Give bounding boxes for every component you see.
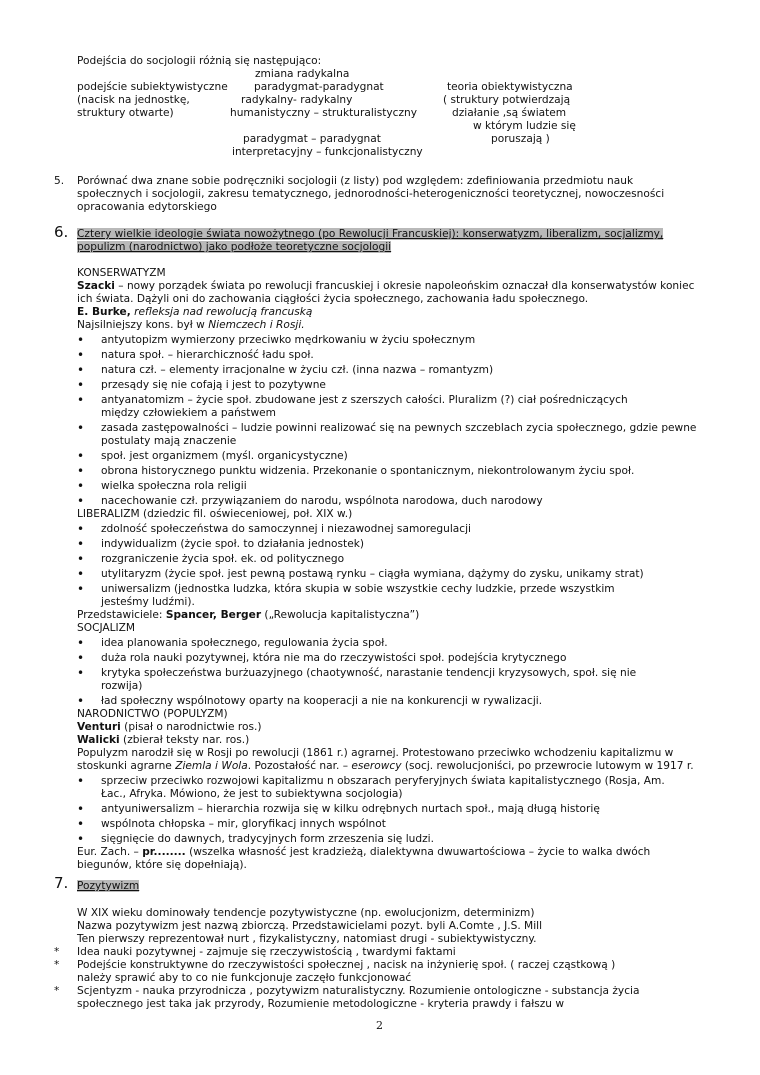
section6-heading-line2: populizm (narodnictwo) jako podłoże teoretyczne socjologii: [77, 241, 392, 253]
lib-title: LIBERALIZM (dziedzic fil. oświeceniowej, poł. XIX w.): [77, 508, 353, 520]
lib-reps-names: Spancer, Berger: [165, 609, 262, 621]
populism-paragraph: [77, 747, 707, 773]
pop-work: Ziemla i Wola: [175, 760, 248, 772]
nar-title: NARODNICTWO (POPULYZM): [77, 708, 228, 720]
intro-row4-right: w którym ludzie się: [473, 120, 576, 132]
szacki-paragraph: [77, 280, 707, 306]
list-item: * Scjentyzm - nauka przyrodnicza , pozytywizm naturalistyczny. Rozumienie ontologiczne - substancja życia społecznego jest taka jak przyrody, Rozumienie metodologiczne - kryteria prawdy i fałszu w: [54, 985, 707, 1011]
pop-esero: eserowcy: [351, 760, 402, 772]
walicki-text: (zbierał teksty nar. ros.): [119, 734, 250, 746]
intro-row2-mid: radykalny- radykalny: [241, 94, 353, 106]
item5-number: 5.: [54, 175, 65, 187]
intro-row5-right: poruszają ): [491, 133, 550, 145]
page-number: 2: [376, 1019, 383, 1032]
list-item: • zdolność społeczeństwa do samoczynnej i niezawodnej samoregulacji: [77, 523, 707, 536]
list-item: • ład społeczny wspólnotowy oparty na kooperacji a nie na konkurencji w rywalizacji.: [77, 695, 707, 708]
list-item: • utylitaryzm (życie społ. jest pewną postawą rynku – ciągła wymiana, dążymy do zysku, unikamy strat): [77, 568, 707, 581]
list-item: • sięgnięcie do dawnych, tradycyjnych form zrzeszenia się ludzi.: [77, 833, 707, 846]
intro-row6-mid: interpretacyjny – funkcjonalistyczny: [232, 146, 423, 158]
intro-row3-right: działanie ,są światem: [452, 107, 567, 119]
list-item: * Idea nauki pozytywnej - zajmuje się rzeczywistością , twardymi faktami: [54, 946, 707, 959]
list-item: • antyanatomizm – życie społ. zbudowane jest z szerszych całości. Pluralizm (?) ciał pośredniczących między człowiekiem a państwem: [77, 394, 661, 420]
intro-row1-left: podejście subiektywistyczne: [77, 81, 228, 93]
intro-center-top: zmiana radykalna: [255, 68, 350, 80]
section7-line: Ten pierwszy reprezentował nurt , fizykalistyczny, natomiast drugi - subiektywistyczny.: [77, 933, 537, 945]
section6-number: 6.: [54, 223, 69, 241]
list-item: • natura społ. – hierarchiczność ładu społ.: [77, 349, 707, 362]
walicki-name: Walicki: [77, 734, 120, 746]
list-item: • społ. jest organizmem (myśl. organicystyczne): [77, 450, 707, 463]
section7-line: W XIX wieku dominowały tendencje pozytywistyczne (np. ewolucjonizm, determinizm): [77, 907, 535, 919]
list-item: * Podejście konstruktywne do rzeczywistości społecznej , nacisk na inżynierię społ. ( raczej cząstkową ) należy sprawić aby to co nie funkcjonuje zaczęło funkcjonować: [54, 959, 637, 985]
eur-paragraph: [77, 846, 707, 872]
intro-row3-mid: humanistyczny – strukturalistyczny: [230, 107, 418, 119]
kons-title: KONSERWATYZM: [77, 267, 166, 279]
burke-line: [77, 306, 707, 319]
lib-reps-pre: Przedstawiciele:: [77, 609, 166, 621]
list-item: • idea planowania społecznego, regulowania życia społ.: [77, 637, 707, 650]
pop-p1: Populyzm narodził się w Rosji po rewolucji (1861 r.) agrarnej. Protestowano przeciwko wchodzeniu kapitalizmu w stoskunki agrarne: [77, 747, 674, 772]
list-item: • nacechowanie czł. przywiązaniem do narodu, wspólnota narodowa, duch narodowy: [77, 495, 707, 508]
venturi-line: [77, 721, 707, 734]
burke-name: E. Burke,: [77, 306, 131, 318]
szacki-name: Szacki: [77, 280, 115, 292]
lib-reps-post: („Rewolucja kapitalistyczna”): [261, 609, 420, 621]
intro-row1-right: teoria obiektywistyczna: [447, 81, 573, 93]
strongest-line: [77, 319, 707, 332]
list-item: • przesądy się nie cofają i jest to pozytywne: [77, 379, 707, 392]
list-item: • sprzeciw przeciwko rozwojowi kapitalizmu n obszarach peryferyjnych świata kapitalistycznego (Rosja, Am. Łac., Afryka. Mówiono, że jest to subiektywna socjologia): [77, 775, 676, 801]
intro-title: Podejścia do socjologii różnią się następująco:: [77, 55, 322, 67]
list-item: • wielka społeczna rola religii: [77, 480, 707, 493]
venturi-text: (pisał o narodnictwie ros.): [120, 721, 262, 733]
section6-heading-line1: Cztery wielkie ideologie świata nowożytnego (po Rewolucji Francuskiej): konserwatyzm, liberalizm, socjalizmy,: [77, 228, 664, 240]
list-item: • natura czł. – elementy irracjonalne w życiu czł. (inna nazwa – romantyzm): [77, 364, 707, 377]
section7-heading-text: Pozytywizm: [77, 880, 140, 892]
section7-number: 7.: [54, 874, 69, 892]
pop-p2: . Pozostałość nar. –: [247, 760, 352, 772]
section7-body: [77, 907, 707, 1011]
list-item: • duża rola nauki pozytywnej, która nie ma do rzeczywistości społ. podejścia krytycznego: [77, 652, 707, 665]
section7-line: Nazwa pozytywizm jest nazwą zbiorczą. Przedstawicielami pozyt. byli A.Comte , J.S. Mill: [77, 920, 543, 932]
list-item: • antyuniwersalizm – hierarchia rozwija się w kilku odrębnych nurtach społ., mają długą historię: [77, 803, 707, 816]
burke-work: refleksja nad rewolucją francuską: [130, 306, 313, 318]
intro-row2-right: ( struktury potwierdzają: [443, 94, 571, 106]
szacki-text: – nowy porządek świata po rewolucji francuskiej i okresie napoleońskim oznaczał dla konserwatystów koniec ich świata. Dążyli oni do zachowania ciągłości życia społecznego, zachowania ładu społecznego.: [77, 280, 695, 305]
list-item: • zasada zastępowalności – ludzie powinni realizować się na pewnych szczeblach zycia społecznego, gdzie pewne postulaty mają znaczenie: [77, 422, 707, 448]
eur-post: (wszelka własność jest kradzieżą, dialektywna dwuwartościowa – życie to walka dwóch biegunów, które się dopełniają).: [77, 846, 651, 871]
strongest-pre: Najsilniejszy kons. był w: [77, 319, 209, 331]
venturi-name: Venturi: [77, 721, 121, 733]
list-item: • wspólnota chłopska – mir, gloryfikacj innych wspólnot: [77, 818, 707, 831]
list-item: • krytyka społeczeństwa burżuazyjnego (chaotywność, narastanie tendencji kryzysowych, społ. się nie rozwija): [77, 667, 676, 693]
intro-row2-left: (nacisk na jednostkę,: [77, 94, 190, 106]
intro-row5-mid: paradygmat – paradygnat: [243, 133, 381, 145]
list-item: • uniwersalizm (jednostka ludzka, która skupia w sobie wszystkie cechy ludzkie, przede wszystkim jesteśmy ludźmi).: [77, 583, 661, 609]
list-item: • obrona historycznego punktu widzenia. Przekonanie o spontanicznym, niekontrolowanym życiu społ.: [77, 465, 707, 478]
lib-reps-line: [77, 609, 707, 622]
section6-body: [77, 267, 707, 872]
strongest-where: Niemczech i Rosji.: [208, 319, 305, 331]
eur-bold: pr........: [142, 846, 186, 858]
intro-row3-left: struktury otwarte): [77, 107, 174, 119]
eur-pre: Eur. Zach. –: [77, 846, 143, 858]
soc-title: SOCJALIZM: [77, 622, 136, 634]
list-item: • rozgraniczenie życia społ. ek. od politycznego: [77, 553, 707, 566]
intro-row1-mid: paradygmat-paradygnat: [254, 81, 384, 93]
item5-text: Porównać dwa znane sobie podręczniki socjologii (z listy) pod względem: zdefiniowania przedmiotu nauk społecznych i socjologii, zakresu tematycznego, jednorodności-heterogeniczności teoretycznej, nowoczesności opracowania edytorskiego: [77, 175, 665, 213]
section7-heading: [77, 880, 139, 893]
pop-p3: (socj. rewolucjoniści, po przewrocie lutowym w 1917 r.: [401, 760, 694, 772]
section6-heading: [77, 228, 707, 254]
walicki-line: [77, 734, 707, 747]
list-item: • antyutopizm wymierzony przeciwko mędrkowaniu w życiu społecznym: [77, 334, 707, 347]
list-item: • indywidualizm (życie społ. to działania jednostek): [77, 538, 707, 551]
